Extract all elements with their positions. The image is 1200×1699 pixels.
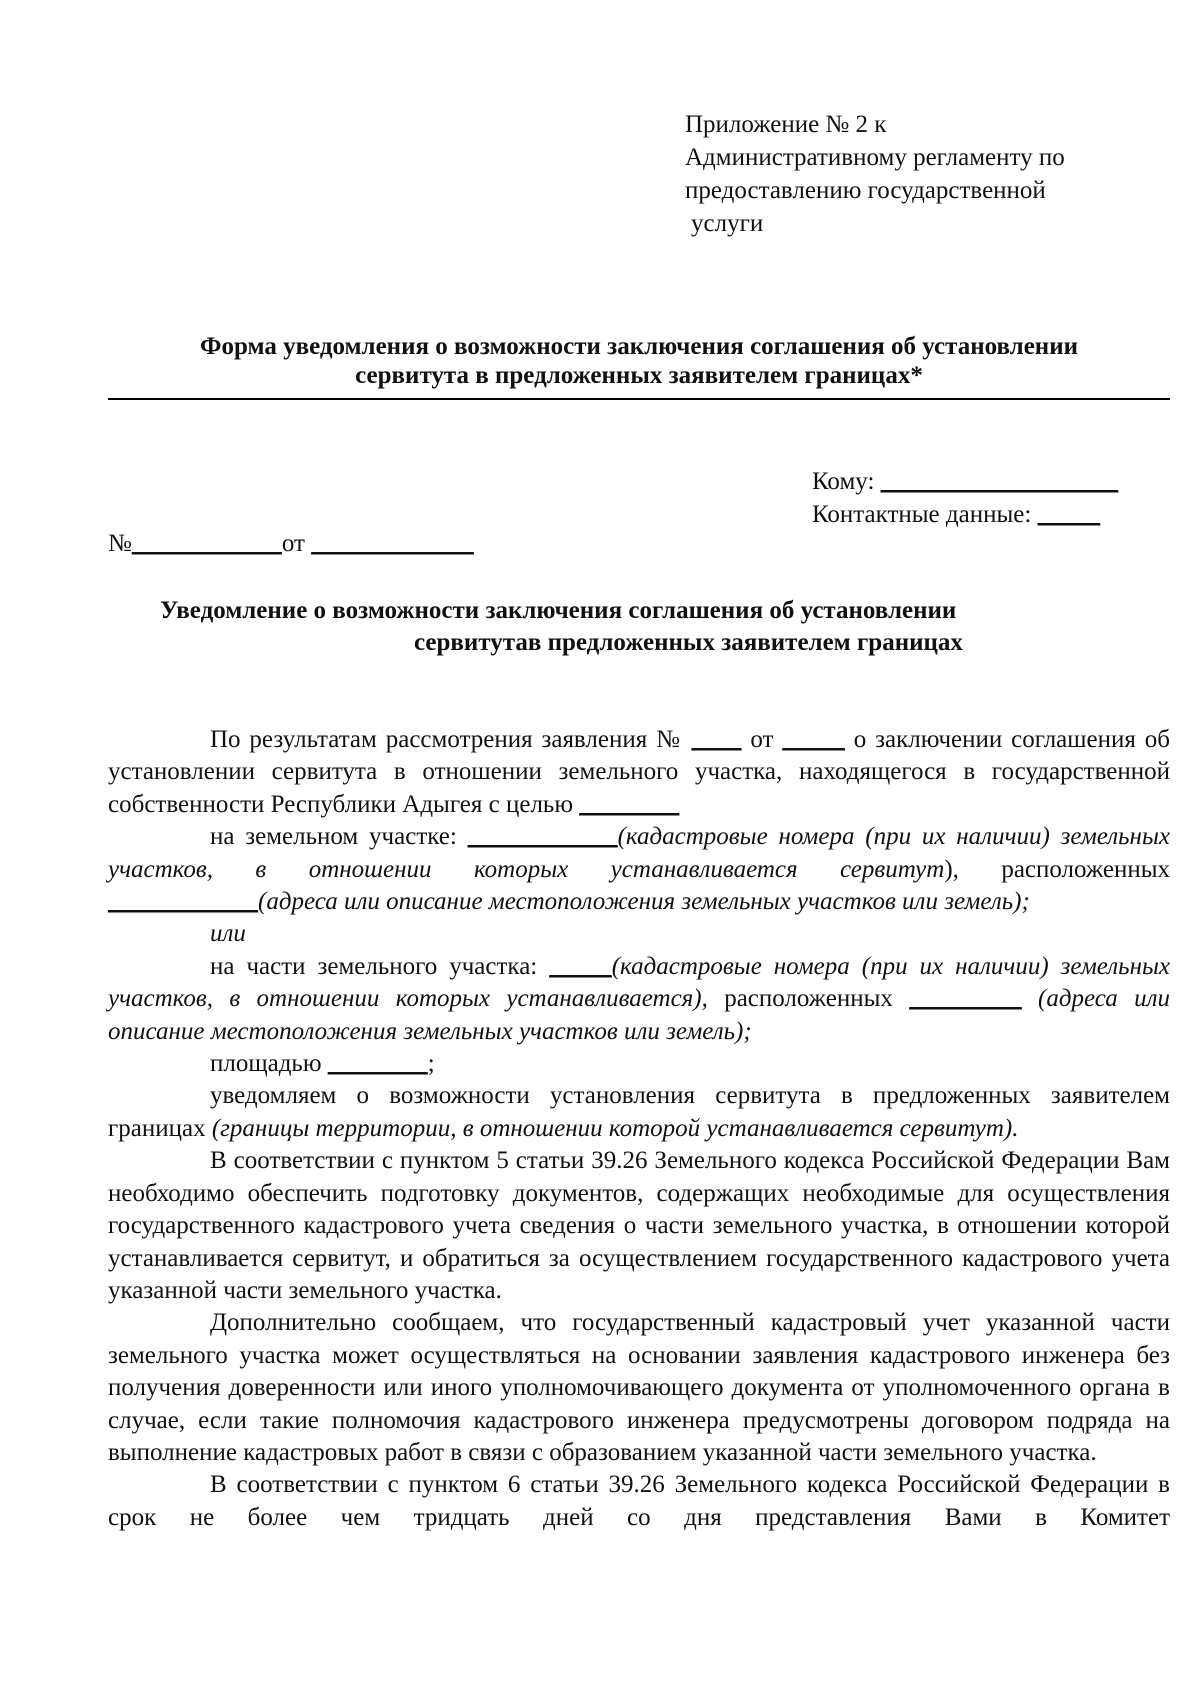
body-paragraph-application: [108, 724, 1170, 821]
part-location-blank: _________: [909, 985, 1022, 1013]
body-text: площадью: [210, 1050, 328, 1078]
recipient-to-blank: ___________________: [880, 468, 1119, 495]
body-italic-note: (кадастровые номера (при их наличии) земельных участков, в отношении которых устанавливается),: [108, 952, 1170, 1013]
appendix-header: [685, 108, 1065, 240]
body-text: на части земельного участка:: [210, 952, 550, 980]
appendix-line-1: Приложение № 2 к: [685, 111, 887, 138]
notice-title-line-1: Уведомление о возможности заключения соглашения об установлении: [160, 597, 957, 624]
part-cadastral-blank: _____: [549, 952, 612, 980]
doc-number-label: №: [108, 530, 132, 557]
recipient-to-row: [812, 465, 1118, 498]
recipient-contact-blank: _____: [1037, 501, 1101, 528]
body-text: расположенных: [707, 985, 910, 1013]
body-text: о заключении соглашения об установлении сервитута в отношении земельного участка, находящегося в государственной собственности Республики Адыгея с целью: [108, 726, 1170, 818]
body-paragraph-land-plot: [108, 821, 1170, 918]
recipient-contact-row: [812, 498, 1118, 531]
body-paragraph-notify: [108, 1080, 1170, 1145]
location-blank: ___________: [108, 888, 246, 916]
notice-body: [108, 724, 1170, 1534]
location-blank-tail: _: [245, 888, 258, 916]
notice-title-line-2: сервитутав предложенных заявителем границах: [414, 629, 963, 656]
body-paragraph-article-5: В соответствии с пунктом 5 статьи 39.26 Земельного кодекса Российской Федерации Вам необходимо обеспечить подготовку документов, содержащих необходимые для осуществления государственного кадастрового учета сведения о части земельного участка, в отношении которой устанавливается сервитут, и обратиться за осуществлением государственного кадастрового учета указанной части земельного участка.: [108, 1147, 1170, 1304]
doc-date-label: от: [281, 530, 305, 557]
doc-number-line: [108, 530, 474, 558]
application-number-blank: ____: [691, 726, 742, 753]
recipient-block: [812, 465, 1118, 531]
body-paragraph-additional: Дополнительно сообщаем, что государственный кадастровый учет указанной части земельного участка может осуществляться на основании заявления кадастрового инженера без получения доверенности или иного уполномочивающего документа от уполномоченного органа в случае, если такие полномочия кадастрового инженера предусмотрены договором подряда на выполнение кадастровых работ в связи с образованием указанной части земельного участка.: [108, 1309, 1170, 1466]
doc-date-blank: _____________: [311, 530, 474, 557]
body-italic-note: (кадастровые номера (при их наличии) земельных участков, в отношении которых устанавливается сервитут: [108, 823, 1170, 883]
body-text: ), расположенных: [944, 855, 1171, 883]
body-italic-note: (границы территории, в отношении которой устанавливается сервитут).: [211, 1114, 1019, 1142]
body-or: или: [210, 920, 246, 948]
appendix-line-3: предоставлению государственной: [685, 177, 1046, 204]
recipient-to-label: Кому:: [812, 468, 875, 495]
body-paragraph-area: [108, 1048, 1170, 1080]
purpose-blank: ________: [579, 790, 680, 818]
body-text: ;: [427, 1050, 435, 1078]
body-text: уведомляем о возможности установления сервитута в предложенных заявителем границах: [108, 1082, 1170, 1142]
body-italic-note: (адреса или описание местоположения земельных участков или земель);: [258, 888, 1030, 916]
form-title-line-2: сервитута в предложенных заявителем границах*: [355, 362, 923, 389]
form-title-line-1: Форма уведомления о возможности заключения соглашения об установлении: [199, 333, 1079, 360]
body-text: По результатам рассмотрения заявления №: [210, 726, 692, 753]
area-blank: ________: [327, 1050, 428, 1078]
doc-number-blank: ____________: [131, 530, 282, 557]
appendix-line-2: Административному регламенту по: [685, 144, 1065, 171]
body-text: на земельном участке:: [210, 823, 468, 851]
form-title: [108, 332, 1170, 390]
body-italic-note: (адреса или описание местоположения земельных участков или земель);: [108, 985, 1170, 1045]
body-paragraph-article-6: В соответствии с пунктом 6 статьи 39.26 Земельного кодекса Российской Федерации в срок не более чем тридцать дней со дня представления Вами в Комитет: [108, 1471, 1170, 1531]
body-text: от: [741, 726, 783, 753]
body-paragraph-land-part: [108, 951, 1170, 1048]
cadastral-numbers-blank: ____________: [467, 823, 618, 851]
title-divider: [108, 398, 1170, 400]
appendix-line-4: услуги: [691, 210, 764, 237]
application-date-blank: _____: [782, 726, 845, 753]
recipient-contact-label: Контактные данные:: [812, 501, 1032, 528]
